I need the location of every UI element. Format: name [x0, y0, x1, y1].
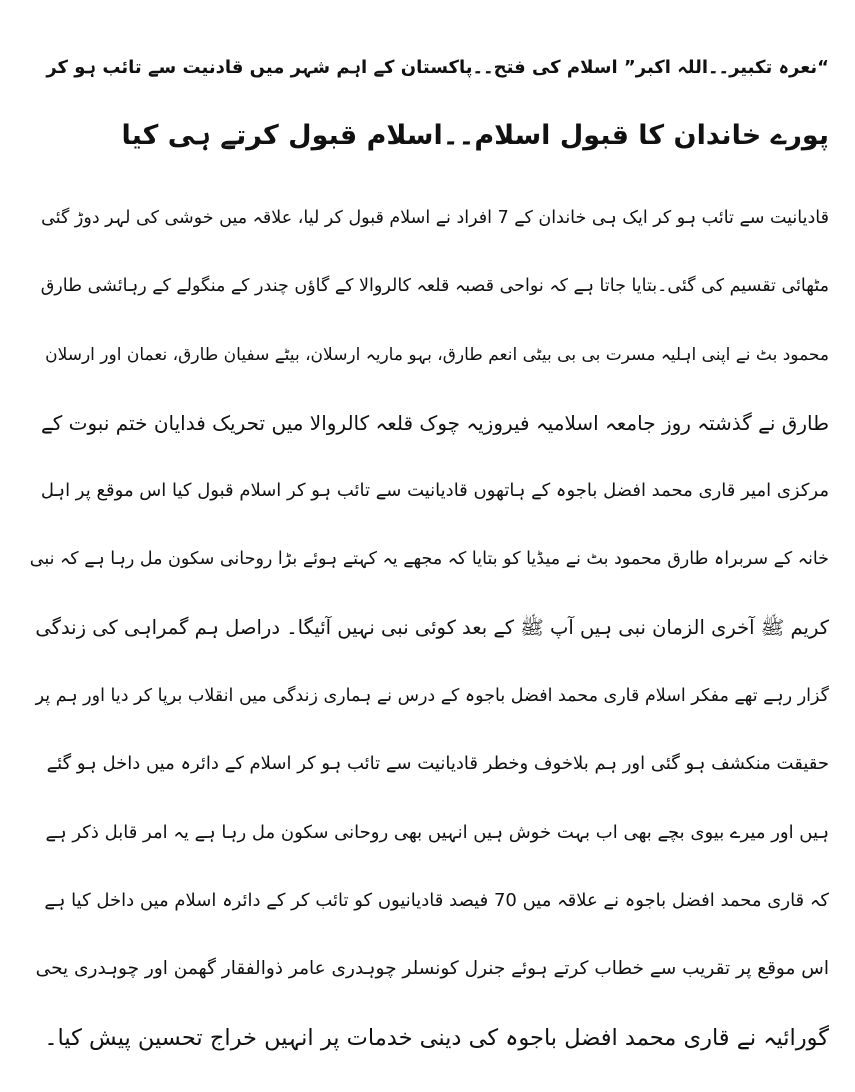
article-line: حقیقت منکشف ہو گئی اور ہم بلاخوف وخطر قادیانیت سے تائب ہو کر اسلام کے دائرہ میں داخل ہو گئے — [46, 753, 829, 775]
article-line: طارق نے گذشتہ روز جامعہ اسلامیہ فیروزیہ چوک قلعہ کالروالا میں تحریک فدایان ختم نبوت کے — [41, 410, 829, 435]
article-line: محمود بٹ نے اپنی اہلیہ مسرت بی بی بیٹی انعم طارق، بہو ماریہ ارسلان، بیٹے سفیان طارق، نعمان اور ارسلان — [45, 344, 829, 365]
headline — [30, 34, 829, 170]
article-line: گزار رہے تھے مفکر اسلام قاری محمد افضل باجوہ کے درس نے ہماری زندگی میں انقلاب برپا کر دیا اور ہم پر — [35, 686, 829, 707]
article-body — [30, 184, 829, 1072]
article-line: اس موقع پر تقریب سے خطاب کرتے ہوئے جنرل کونسلر چوہدری عامر ذوالفقار گھمن اور چوہدری یحی — [35, 958, 829, 980]
article-line: گورائیہ نے قاری محمد افضل باجوہ کی دینی خدمات پر انہیں خراج تحسین پیش کیا۔ — [44, 1024, 829, 1051]
article-line: مرکزی امیر قاری محمد افضل باجوہ کے ہاتھوں قادیانیت سے تائب ہو کر اسلام قبول کیا اس موقع پر اہل — [40, 480, 829, 502]
article-line: مٹھائی تقسیم کی گئی۔بتایا جاتا ہے کہ نواحی قصبہ قلعہ کالروالا کے گاؤں چندر کے منگولے کے رہائشی طارق — [40, 276, 829, 297]
article-line: قادیانیت سے تائب ہو کر ایک ہی خاندان کے 7 افراد نے اسلام قبول کر لیا، علاقہ میں خوشی کی لہر دوڑ گئی — [41, 208, 829, 228]
article-line: کریم ﷺ آخری الزمان نبی ہیں آپ ﷺ کے بعد کوئی نبی نہیں آئیگا۔ دراصل ہم گمراہی کی زندگی — [35, 615, 829, 639]
article-line: کہ قاری محمد افضل باجوہ نے علاقہ میں 70 فیصد قادیانیوں کو تائب کر کے دائرہ اسلام میں داخل کیا ہے — [44, 889, 829, 911]
headline-line: پورے خاندان کا قبول اسلام۔۔اسلام قبول کرتے ہی کیا — [121, 120, 829, 151]
article-line: ہیں اور میرے بیوی بچے بھی اب بہت خوش ہیں انہیں بھی روحانی سکون مل رہا ہے یہ امر قابل ذکر ہے — [45, 821, 829, 843]
headline-line: “نعرہ تکبیر۔۔اللہ اکبر” اسلام کی فتح۔۔پاکستان کے اہم شہر میں قادنیت سے تائب ہو کر — [46, 57, 829, 78]
article-line: خانہ کے سربراہ طارق محمود بٹ نے میڈیا کو بتایا کہ مجھے یہ کہتے ہوئے بڑا روحانی سکون مل رہا ہے کہ نبی — [30, 549, 829, 570]
